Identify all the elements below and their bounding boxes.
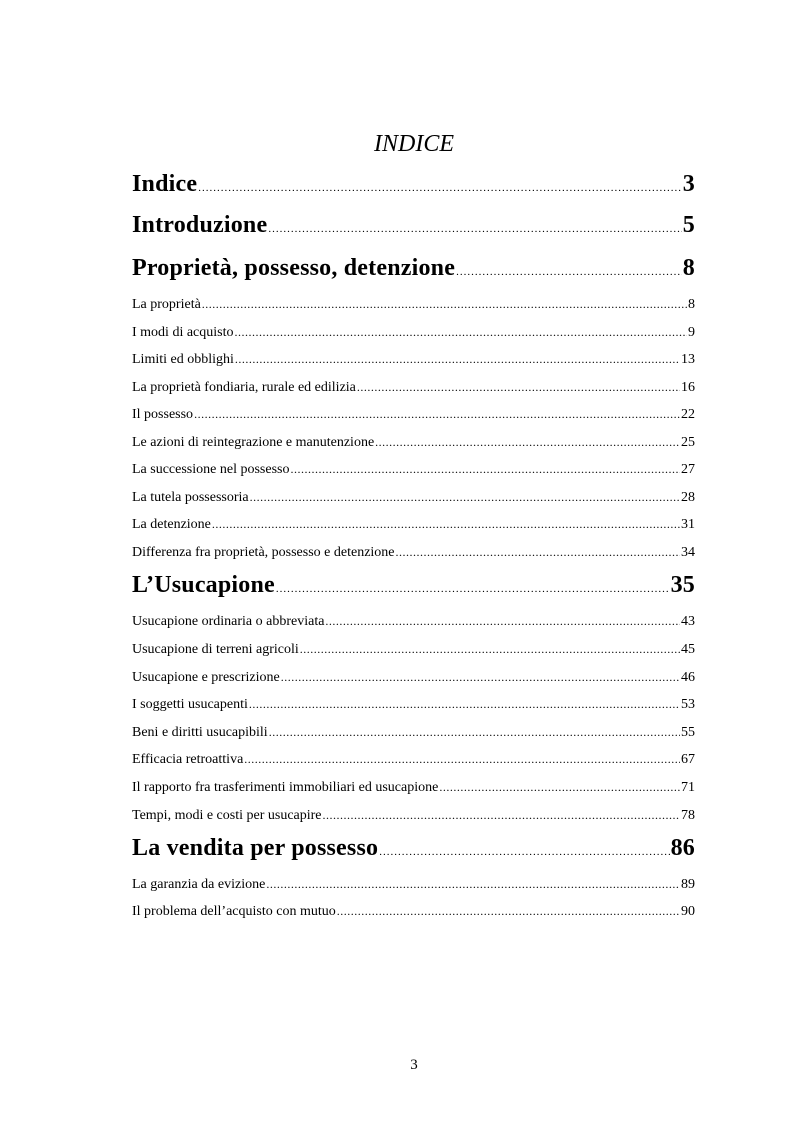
toc-entry-page: 86 <box>670 835 695 861</box>
toc-entry-label: Il rapporto fra trasferimenti immobiliari ed usucapione <box>132 780 439 795</box>
toc-entry-page: 16 <box>681 380 695 395</box>
toc-entry-section <box>132 877 695 893</box>
toc-leader-dots <box>396 545 680 560</box>
toc-entry-section <box>132 670 695 686</box>
toc-entry-label: Beni e diritti usucapibili <box>132 725 268 740</box>
toc-entry-label: La proprietà fondiaria, rurale ed edilizia <box>132 380 356 395</box>
toc-entry-label: Introduzione <box>132 212 268 238</box>
toc-entry-section <box>132 752 695 768</box>
toc-entry-label: La garanzia da evizione <box>132 877 266 892</box>
toc-entry-page: 46 <box>681 670 695 685</box>
toc-leader-dots <box>456 266 682 278</box>
toc-leader-dots <box>250 490 680 505</box>
page-number: 3 <box>410 1057 418 1073</box>
toc-leader-dots <box>357 380 680 395</box>
toc-leader-dots <box>269 725 680 740</box>
toc-leader-dots <box>276 583 670 595</box>
toc-entry-page: 67 <box>681 752 695 767</box>
toc-entry-label: La successione nel possesso <box>132 462 290 477</box>
toc-entry-label: Il problema dell’acquisto con mutuo <box>132 904 336 919</box>
toc-entry-page: 22 <box>681 407 695 422</box>
toc-leader-dots <box>300 642 680 657</box>
toc-entry-chapter <box>132 255 695 282</box>
toc-entry-section <box>132 490 695 506</box>
toc-entry-section <box>132 642 695 658</box>
toc-entry-label: La proprietà <box>132 297 201 312</box>
toc-entry-page: 53 <box>681 697 695 712</box>
toc-entry-section <box>132 780 695 796</box>
toc-leader-dots <box>325 614 680 629</box>
toc-entry-chapter <box>132 835 695 862</box>
toc-entry-chapter <box>132 171 695 198</box>
toc-entry-label: La vendita per possesso <box>132 835 379 861</box>
toc-entry-section <box>132 517 695 533</box>
toc-entry-label: Usucapione ordinaria o abbreviata <box>132 614 325 629</box>
toc-entry-page: 5 <box>682 212 695 238</box>
toc-entry-page: 3 <box>682 171 695 197</box>
toc-entry-section <box>132 352 695 368</box>
toc-leader-dots <box>281 670 680 685</box>
toc-entry-label: I modi di acquisto <box>132 325 234 340</box>
toc-leader-dots <box>244 752 680 767</box>
toc-entry-label: Indice <box>132 171 198 197</box>
toc-entry-section <box>132 380 695 396</box>
toc-leader-dots <box>198 182 682 194</box>
toc-entry-page: 34 <box>681 545 695 560</box>
toc-entry-section <box>132 725 695 741</box>
toc-entry-label: Tempi, modi e costi per usucapire <box>132 808 322 823</box>
toc-entry-page: 9 <box>688 325 695 340</box>
toc-entry-page: 31 <box>681 517 695 532</box>
toc-entry-page: 90 <box>681 904 695 919</box>
toc-entry-section <box>132 808 695 824</box>
toc-entry-section <box>132 407 695 423</box>
toc-entry-page: 13 <box>681 352 695 367</box>
toc-entry-page: 89 <box>681 877 695 892</box>
toc-entry-page: 8 <box>688 297 695 312</box>
page-title: INDICE <box>374 131 454 157</box>
toc-entry-label: Efficacia retroattiva <box>132 752 244 767</box>
toc-leader-dots <box>439 780 680 795</box>
toc-entry-label: Il possesso <box>132 407 194 422</box>
toc-entry-page: 8 <box>682 255 695 281</box>
toc-entry-section <box>132 297 695 313</box>
toc-entry-section <box>132 435 695 451</box>
toc-entry-section <box>132 325 695 341</box>
toc-entry-label: Differenza fra proprietà, possesso e detenzione <box>132 545 395 560</box>
toc-entry-label: Proprietà, possesso, detenzione <box>132 255 456 281</box>
toc-entry-section <box>132 545 695 561</box>
toc-entry-page: 27 <box>681 462 695 477</box>
toc-entry-label: Le azioni di reintegrazione e manutenzione <box>132 435 375 450</box>
toc-entry-page: 43 <box>681 614 695 629</box>
toc-leader-dots <box>323 808 680 823</box>
toc-entry-page: 28 <box>681 490 695 505</box>
toc-entry-page: 35 <box>670 572 695 598</box>
toc-leader-dots <box>375 435 680 450</box>
toc-entry-label: I soggetti usucapenti <box>132 697 248 712</box>
toc-entry-label: La detenzione <box>132 517 211 532</box>
toc-leader-dots <box>337 904 680 919</box>
toc-leader-dots <box>249 697 680 712</box>
toc-leader-dots <box>379 846 669 858</box>
toc-entry-page: 78 <box>681 808 695 823</box>
toc-leader-dots <box>212 517 680 532</box>
toc-leader-dots <box>290 462 680 477</box>
toc-entry-chapter <box>132 572 695 599</box>
toc-entry-section <box>132 697 695 713</box>
toc-entry-page: 25 <box>681 435 695 450</box>
toc-leader-dots <box>235 325 688 340</box>
toc-entry-label: L’Usucapione <box>132 572 275 598</box>
toc-entry-chapter <box>132 212 695 239</box>
toc-leader-dots <box>202 297 687 312</box>
toc-entry-section <box>132 904 695 920</box>
toc-leader-dots <box>235 352 680 367</box>
toc-entry-section <box>132 614 695 630</box>
toc-entry-page: 55 <box>681 725 695 740</box>
toc-leader-dots <box>194 407 680 422</box>
toc-entry-section <box>132 462 695 478</box>
toc-entry-page: 71 <box>681 780 695 795</box>
toc-entry-label: Usucapione e prescrizione <box>132 670 280 685</box>
toc-entry-label: Limiti ed obblighi <box>132 352 234 367</box>
toc-entry-page: 45 <box>681 642 695 657</box>
toc-entry-label: Usucapione di terreni agricoli <box>132 642 299 657</box>
toc-entry-label: La tutela possessoria <box>132 490 249 505</box>
toc-leader-dots <box>268 223 681 235</box>
toc-leader-dots <box>266 877 680 892</box>
